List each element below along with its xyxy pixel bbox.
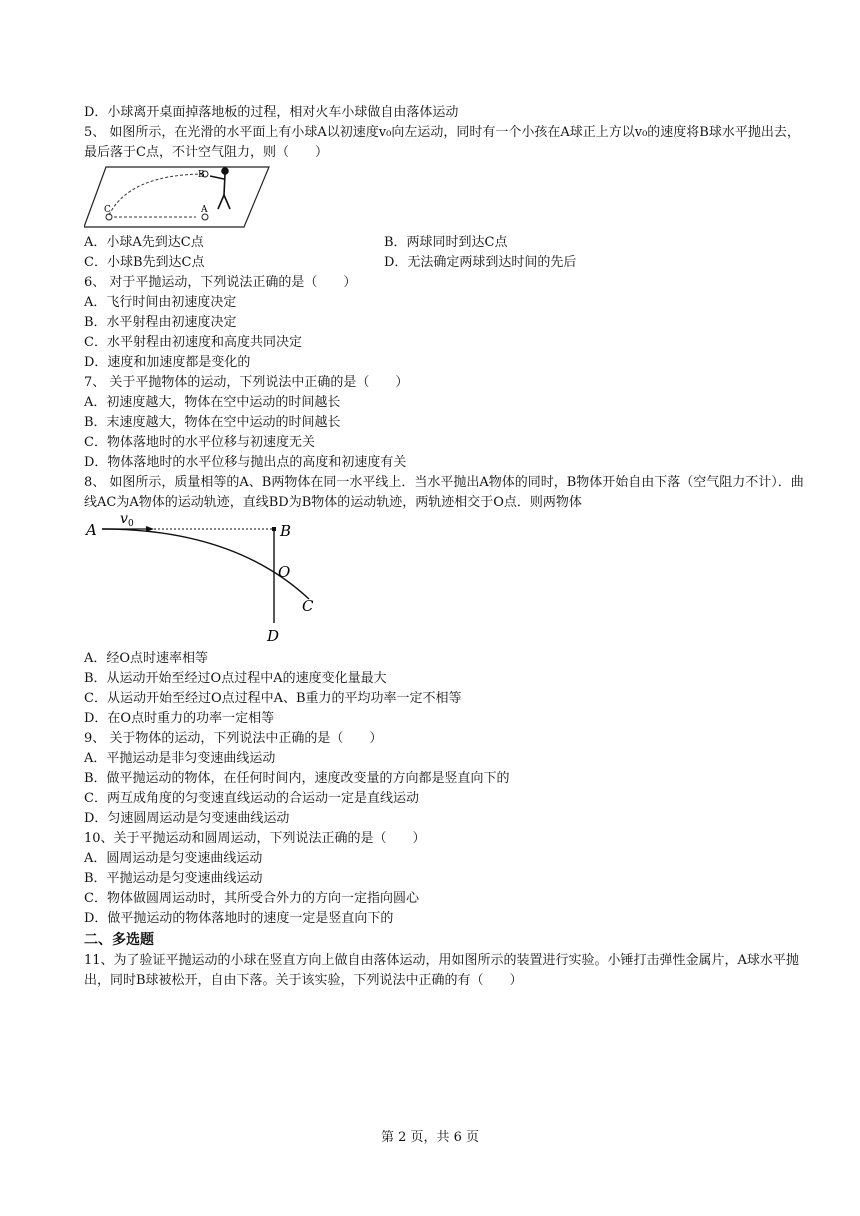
q8-option-d: D．在O点时重力的功率一定相等 xyxy=(84,711,275,726)
label-a: A xyxy=(86,521,97,539)
q5-stem: 5、 如图所示，在光滑的水平面上有小球A以初速度v₀向左运动，同时有一个小孩在A球正上方以v₀的速度将B球水平抛出去，最后落于C点，不计空气阻力，则（ ） xyxy=(84,125,800,160)
q6-option-b: B．水平射程由初速度决定 xyxy=(84,315,237,330)
q5-diagram xyxy=(84,165,284,231)
q11-stem: 11、为了验证平抛运动的小球在竖直方向上做自由落体运动，用如图所示的装置进行实验。小锤打击弹性金属片，A球水平抛出，同时B球被松开，自由下落。关于该实验，下列说法中正确的有（ ） xyxy=(84,953,799,988)
label-b: B xyxy=(198,170,205,180)
label-c: C xyxy=(104,205,111,215)
label-b: B xyxy=(280,522,292,540)
q8-option-a: A．经O点时速率相等 xyxy=(84,651,209,666)
q10-option-c: C．物体做圆周运动时，其所受合外力的方向一定指向圆心 xyxy=(84,891,419,906)
q5-option-a: A．小球A先到达C点 xyxy=(84,235,204,250)
q5-option-b: B．两球同时到达C点 xyxy=(384,235,508,250)
q9-stem: 9、 关于物体的运动，下列说法中正确的是（ ） xyxy=(84,731,383,746)
q6-stem: 6、 对于平抛运动，下列说法正确的是（ ） xyxy=(84,275,357,290)
q5-option-d: D．无法确定两球到达时间的先后 xyxy=(384,255,577,270)
q8-stem: 8、 如图所示，质量相等的A、B两物体在同一水平线上．当水平抛出A物体的同时，B物体开始自由下落（空气阻力不计）．曲线AC为A物体的运动轨迹，直线BD为B物体的运动轨迹，两轨迹相交于O点．则两物体 xyxy=(84,475,804,510)
label-c: C xyxy=(302,597,314,615)
q7-stem: 7、 关于平抛物体的运动，下列说法中正确的是（ ） xyxy=(84,375,409,390)
q7-option-b: B．末速度越大，物体在空中运动的时间越长 xyxy=(84,415,341,430)
q9-option-a: A．平抛运动是非匀变速曲线运动 xyxy=(84,751,276,766)
q5-options-row2 xyxy=(84,253,804,273)
q9-option-d: D．匀速圆周运动是匀变速曲线运动 xyxy=(84,811,290,826)
q10-option-d: D．做平抛运动的物体落地时的速度一定是竖直向下的 xyxy=(84,911,394,926)
q9-option-b: B．做平抛运动的物体，在任何时间内，速度改变量的方向都是竖直向下的 xyxy=(84,771,510,786)
child-figure xyxy=(210,168,230,209)
label-d: D xyxy=(267,627,280,645)
label-v-sub: 0 xyxy=(128,519,134,529)
page-content xyxy=(84,103,804,991)
q6-option-d: D．速度和加速度都是变化的 xyxy=(84,355,251,370)
q8-figure xyxy=(84,515,804,647)
q5-option-c: C．小球B先到达C点 xyxy=(84,255,205,270)
q5-options-row1 xyxy=(84,233,804,253)
q5-figure xyxy=(84,165,804,231)
label-v: v xyxy=(120,515,128,527)
q7-option-c: C．物体落地时的水平位移与初速度无关 xyxy=(84,435,315,450)
q9-option-c: C．两互成角度的匀变速直线运动的合运动一定是直线运动 xyxy=(84,791,419,806)
page-footer: 第 2 页，共 6 页 xyxy=(380,1130,480,1145)
q6-option-c: C．水平射程由初速度和高度共同决定 xyxy=(84,335,302,350)
q10-option-b: B．平抛运动是匀变速曲线运动 xyxy=(84,871,263,886)
q7-option-a: A．初速度越大，物体在空中运动的时间越长 xyxy=(84,395,341,410)
section-heading: 二、多选题 xyxy=(84,932,154,948)
q6-option-a: A．飞行时间由初速度决定 xyxy=(84,295,237,310)
label-o: O xyxy=(278,563,291,581)
q8-diagram xyxy=(84,515,324,647)
q8-option-b: B．从运动开始至经过O点过程中A的速度变化量最大 xyxy=(84,671,387,686)
label-a: A xyxy=(201,205,208,215)
q8-option-c: C．从运动开始至经过O点过程中A、B重力的平均功率一定不相等 xyxy=(84,691,462,706)
trajectory-b xyxy=(109,174,202,215)
q10-option-a: A．圆周运动是匀变速曲线运动 xyxy=(84,851,263,866)
q4-option-d: D．小球离开桌面掉落地板的过程，相对火车小球做自由落体运动 xyxy=(84,105,459,120)
q7-option-d: D．物体落地时的水平位移与抛出点的高度和初速度有关 xyxy=(84,455,407,470)
point-b xyxy=(272,527,276,531)
q10-stem: 10、关于平抛运动和圆周运动，下列说法正确的是（ ） xyxy=(84,831,426,846)
